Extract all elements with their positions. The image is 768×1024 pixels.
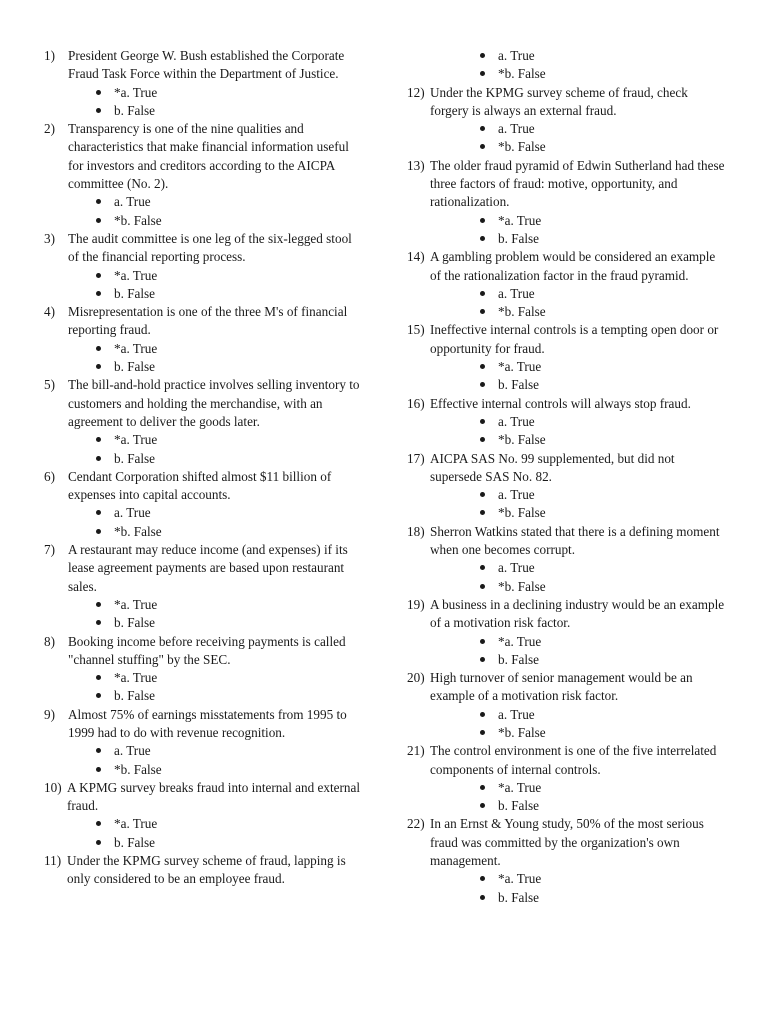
answer-option <box>114 285 362 303</box>
question-number: 19) <box>407 596 425 612</box>
answer-option-label: *a. True <box>498 779 542 795</box>
bullet-icon <box>96 199 101 204</box>
question-item <box>44 706 362 779</box>
answer-option <box>114 614 362 632</box>
answer-option <box>114 669 362 687</box>
answer-option <box>498 651 727 669</box>
answer-option-label: *a. True <box>114 267 158 283</box>
answer-option-label: b. False <box>114 688 156 704</box>
bullet-icon <box>480 144 485 149</box>
question-number: 22) <box>407 816 425 832</box>
bullet-icon <box>480 876 485 881</box>
answer-option <box>114 834 362 852</box>
bullet-icon <box>480 309 485 314</box>
answer-option <box>498 212 727 230</box>
answer-option <box>114 504 362 522</box>
answer-option <box>498 724 727 742</box>
bullet-icon <box>96 346 101 351</box>
bullet-icon <box>480 785 485 790</box>
bullet-icon <box>480 730 485 735</box>
question-number: 1) <box>44 48 55 63</box>
question-text: A KPMG survey breaks fraud into internal and external fraud. <box>67 779 360 814</box>
answer-option <box>498 706 727 724</box>
question-item <box>407 395 727 450</box>
bullet-icon <box>480 584 485 589</box>
answer-option <box>498 47 727 65</box>
answer-option-label: *b. False <box>498 505 546 521</box>
question-item <box>407 84 727 157</box>
answer-option <box>498 65 727 83</box>
question-text: A gambling problem would be considered an example of the rationalization factor in the fraud pyramid. <box>430 249 716 283</box>
answer-option-label: a. True <box>498 121 535 137</box>
answer-options <box>407 559 727 596</box>
answer-option-label: b. False <box>498 230 540 246</box>
answer-options <box>407 870 727 907</box>
answer-option-label: b. False <box>498 651 540 667</box>
bullet-icon <box>480 382 485 387</box>
answer-option <box>114 358 362 376</box>
bullet-icon <box>96 620 101 625</box>
answer-options <box>407 120 727 157</box>
answer-options <box>407 633 727 670</box>
question-text: Ineffective internal controls is a tempting open door or opportunity for fraud. <box>430 322 719 356</box>
question-item <box>407 815 727 906</box>
question-item <box>407 321 727 394</box>
answer-option <box>498 870 727 888</box>
question-text: Sherron Watkins stated that there is a defining moment when one becomes corrupt. <box>430 523 720 558</box>
question-number: 6) <box>44 468 55 484</box>
answer-options <box>407 285 727 322</box>
question-text: Almost 75% of earnings misstatements from 1995 to 1999 had to do with revenue recognition. <box>68 706 347 740</box>
question-item <box>407 742 727 815</box>
answer-option <box>114 212 362 230</box>
answer-options <box>44 596 362 633</box>
answer-option-label: b. False <box>114 102 156 118</box>
answer-option-label: b. False <box>114 450 156 466</box>
bullet-icon <box>480 565 485 570</box>
answer-option-label: *a. True <box>114 670 158 686</box>
bullet-icon <box>96 108 101 113</box>
answer-option <box>498 138 727 156</box>
answer-option <box>498 559 727 577</box>
question-item <box>44 779 362 852</box>
answer-option-label: b. False <box>114 615 156 631</box>
answer-option <box>498 358 727 376</box>
answer-option <box>114 267 362 285</box>
answer-option <box>114 193 362 211</box>
question-number: 16) <box>407 395 425 411</box>
answer-option-label: b. False <box>114 834 156 850</box>
bullet-icon <box>96 510 101 515</box>
answer-option-label: *a. True <box>114 432 158 448</box>
bullet-icon <box>96 767 101 772</box>
bullet-icon <box>480 53 485 58</box>
answer-option-label: b. False <box>498 377 540 393</box>
question-number: 21) <box>407 743 425 759</box>
answer-option-label: *b. False <box>114 212 162 228</box>
bullet-icon <box>480 437 485 442</box>
answer-option <box>498 376 727 394</box>
answer-option <box>114 431 362 449</box>
answer-options <box>44 193 362 230</box>
answer-option <box>114 102 362 120</box>
answer-options <box>44 504 362 541</box>
answer-option <box>498 431 727 449</box>
question-text: Under the KPMG survey scheme of fraud, lapping is only considered to be an employee fraud. <box>67 853 346 887</box>
answer-option <box>114 761 362 779</box>
answer-option-label: a. True <box>114 505 151 521</box>
question-number: 17) <box>407 450 425 466</box>
bullet-icon <box>96 821 101 826</box>
question-text: Transparency is one of the nine qualities and characteristics that make financial information useful for investors and creditors according to the AICPA committee (No. 2). <box>68 121 349 192</box>
question-number: 18) <box>407 523 425 539</box>
bullet-icon <box>480 895 485 900</box>
question-item <box>407 596 727 669</box>
question-item <box>44 468 362 541</box>
bullet-icon <box>480 803 485 808</box>
answer-option-label: *a. True <box>498 212 542 228</box>
question-item <box>407 450 727 523</box>
question-text: President George W. Bush established the Corporate Fraud Task Force within the Department of Justice. <box>68 48 345 82</box>
answer-option <box>114 687 362 705</box>
bullet-icon <box>96 273 101 278</box>
answer-option <box>114 84 362 102</box>
answer-option <box>498 230 727 248</box>
answer-option <box>498 285 727 303</box>
answer-option-label: a. True <box>114 194 151 210</box>
question-text: AICPA SAS No. 99 supplemented, but did not supersede SAS No. 82. <box>430 450 675 484</box>
answer-options <box>44 815 362 852</box>
answer-option <box>114 742 362 760</box>
question-number: 7) <box>44 542 55 558</box>
answer-option-label: a. True <box>498 285 535 301</box>
answer-option <box>498 413 727 431</box>
question-number: 12) <box>407 84 425 100</box>
bullet-icon <box>96 218 101 223</box>
bullet-icon <box>96 840 101 845</box>
right-column <box>407 47 727 907</box>
answer-option-label: a. True <box>498 413 535 429</box>
bullet-icon <box>96 529 101 534</box>
answer-options <box>44 84 362 121</box>
answer-option-label: *b. False <box>498 304 546 320</box>
question-item <box>44 541 362 632</box>
answer-option-label: a. True <box>498 706 535 722</box>
answer-option <box>114 340 362 358</box>
question-item <box>407 523 727 596</box>
bullet-icon <box>480 510 485 515</box>
question-item <box>407 157 727 248</box>
answer-options <box>407 358 727 395</box>
question-number: 9) <box>44 706 55 722</box>
answer-options <box>44 431 362 468</box>
answer-option-label: *b. False <box>498 66 546 82</box>
answer-options <box>407 212 727 249</box>
answer-option-label: *b. False <box>498 139 546 155</box>
answer-options <box>407 413 727 450</box>
answer-option <box>498 504 727 522</box>
question-text: The bill-and-hold practice involves selling inventory to customers and holding the merchandise, with an agreement to deliver the goods later. <box>68 377 360 429</box>
question-text: Cendant Corporation shifted almost $11 billion of expenses into capital accounts. <box>68 468 332 503</box>
bullet-icon <box>96 364 101 369</box>
answer-option-label: *a. True <box>498 359 542 375</box>
question-number: 13) <box>407 157 425 173</box>
bullet-icon <box>480 492 485 497</box>
question-number: 15) <box>407 322 425 338</box>
question-text: A business in a declining industry would be an example of a motivation risk factor. <box>430 596 725 631</box>
answer-option-label: b. False <box>498 889 540 905</box>
answer-option-label: *b. False <box>114 523 162 539</box>
question-item <box>44 120 362 230</box>
question-item <box>44 303 362 376</box>
answer-option-label: *a. True <box>114 84 158 100</box>
answer-option <box>114 450 362 468</box>
answer-options <box>407 486 727 523</box>
answer-option-label: a. True <box>114 743 151 759</box>
question-text: The older fraud pyramid of Edwin Sutherland had these three factors of fraud: motive, opportunity, and rationalization. <box>430 157 725 210</box>
question-item <box>407 248 727 321</box>
answer-options <box>407 779 727 816</box>
bullet-icon <box>480 657 485 662</box>
question-number: 2) <box>44 121 55 137</box>
bullet-icon <box>96 748 101 753</box>
answer-options <box>44 742 362 779</box>
question-item <box>44 230 362 303</box>
question-number: 8) <box>44 633 55 649</box>
answer-option <box>498 779 727 797</box>
bullet-icon <box>96 90 101 95</box>
answer-option <box>114 596 362 614</box>
answer-option <box>498 889 727 907</box>
question-number: 4) <box>44 304 55 320</box>
question-number: 11) <box>44 853 62 869</box>
bullet-icon <box>480 236 485 241</box>
bullet-icon <box>96 291 101 296</box>
question-text: The audit committee is one leg of the six-legged stool of the financial reporting process. <box>68 230 352 265</box>
answer-option-label: *a. True <box>114 340 158 356</box>
left-column <box>44 47 362 889</box>
answer-option-label: *a. True <box>498 871 542 887</box>
question-item <box>44 633 362 706</box>
answer-options <box>44 267 362 304</box>
answer-options <box>44 340 362 377</box>
answer-option-label: a. True <box>498 487 535 503</box>
answer-option <box>114 523 362 541</box>
bullet-icon <box>480 291 485 296</box>
question-number: 14) <box>407 249 425 265</box>
answer-options <box>44 669 362 706</box>
answer-option-label: b. False <box>498 798 540 814</box>
bullet-icon <box>480 71 485 76</box>
question-text: A restaurant may reduce income (and expenses) if its lease agreement payments are based upon restaurant sales. <box>68 542 348 594</box>
bullet-icon <box>480 364 485 369</box>
answer-option <box>498 633 727 651</box>
answer-option <box>498 303 727 321</box>
answer-option-label: a. True <box>498 560 535 576</box>
question-text: In an Ernst & Young study, 50% of the most serious fraud was committed by the organization's own management. <box>430 816 704 869</box>
bullet-icon <box>96 675 101 680</box>
question-number: 10) <box>44 779 62 795</box>
bullet-icon <box>96 437 101 442</box>
question-number: 3) <box>44 230 55 246</box>
bullet-icon <box>96 602 101 607</box>
answer-option <box>114 815 362 833</box>
answer-option-label: b. False <box>114 285 156 301</box>
answer-option-label: *b. False <box>498 724 546 740</box>
answer-option-label: *b. False <box>498 432 546 448</box>
answer-option <box>498 486 727 504</box>
answer-option-label: *a. True <box>114 596 158 612</box>
answer-option-label: *b. False <box>498 578 546 594</box>
bullet-icon <box>480 218 485 223</box>
answer-option <box>498 797 727 815</box>
bullet-icon <box>96 456 101 461</box>
bullet-icon <box>480 419 485 424</box>
question-number: 20) <box>407 670 425 686</box>
answer-option-label: b. False <box>114 359 156 375</box>
bullet-icon <box>480 126 485 131</box>
answer-option-label: a. True <box>498 48 535 63</box>
question-item <box>407 669 727 742</box>
bullet-icon <box>96 693 101 698</box>
question-text: Effective internal controls will always stop fraud. <box>430 395 691 411</box>
answer-option-label: *b. False <box>114 761 162 777</box>
answer-options <box>407 706 727 743</box>
answer-option <box>498 120 727 138</box>
answer-options <box>407 47 727 84</box>
question-item <box>44 852 362 889</box>
answer-option-label: *a. True <box>498 633 542 649</box>
bullet-icon <box>480 712 485 717</box>
question-text: Misrepresentation is one of the three M's of financial reporting fraud. <box>68 304 348 338</box>
question-text: High turnover of senior management would be an example of a motivation risk factor. <box>430 670 693 704</box>
question-text: Under the KPMG survey scheme of fraud, check forgery is always an external fraud. <box>430 84 688 118</box>
question-text: The control environment is one of the five interrelated components of internal controls. <box>430 743 717 777</box>
question-item <box>44 376 362 467</box>
question-number: 5) <box>44 377 55 393</box>
bullet-icon <box>480 639 485 644</box>
answer-option-label: *a. True <box>114 816 158 832</box>
answer-option <box>498 578 727 596</box>
question-text: Booking income before receiving payments is called "channel stuffing" by the SEC. <box>68 633 346 667</box>
question-item <box>44 47 362 120</box>
